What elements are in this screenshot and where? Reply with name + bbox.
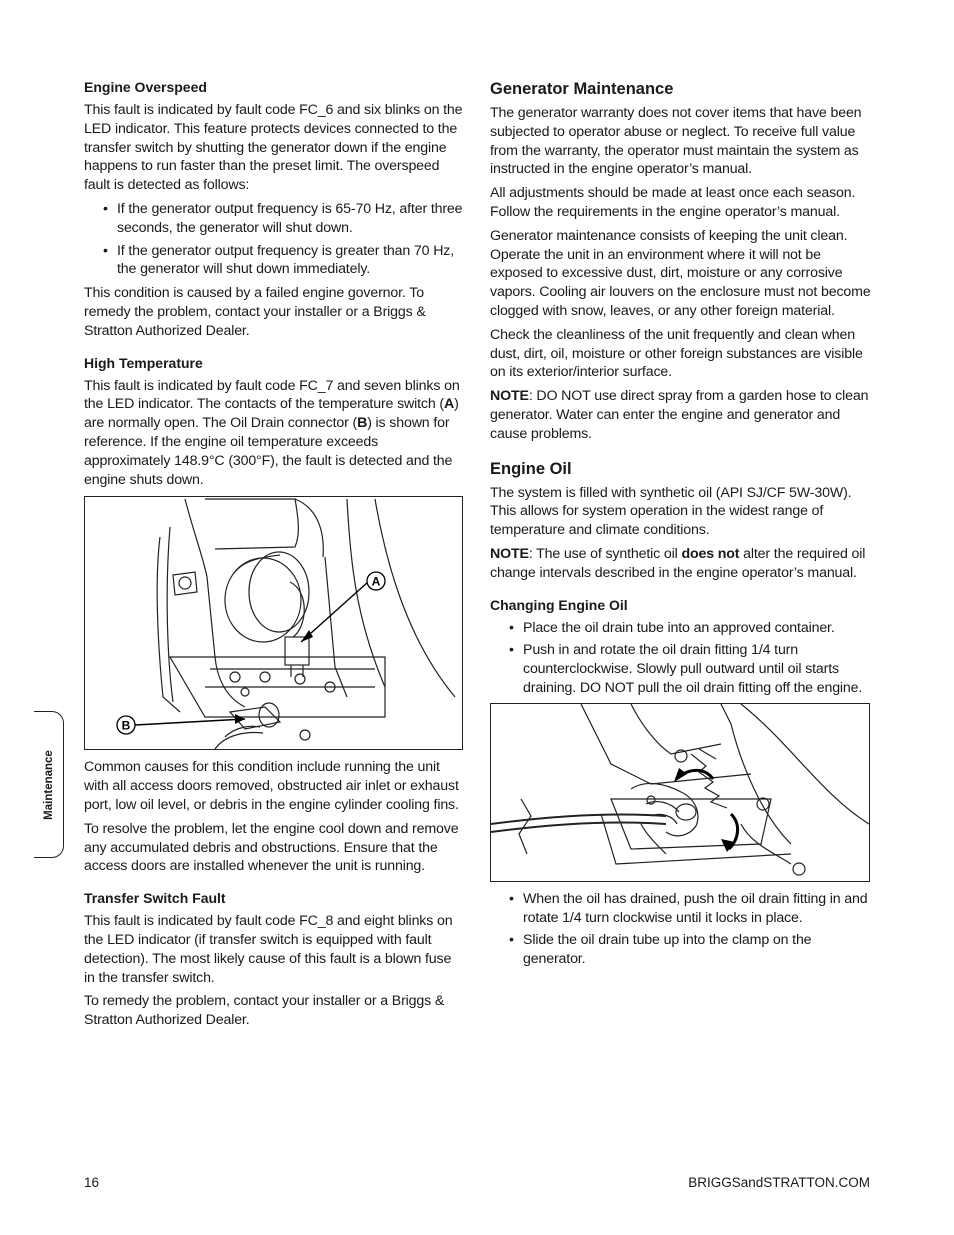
high-temperature-heading: High Temperature — [84, 354, 203, 371]
side-tab-label: Maintenance — [42, 749, 55, 820]
overspeed-heading: Engine Overspeed — [84, 79, 207, 95]
engine-oil-heading: Engine Oil — [490, 459, 572, 478]
maintenance-paragraph-3: Generator maintenance consists of keeping the unit clean. Operate the unit in an environment where it will not be exposed to excessive dust, dirt, moisture or any corrosive vapors. Cooling air louvers on the enclosure must not become clogged with snow, leaves, or any other foreign material. — [490, 227, 871, 319]
left-column — [84, 78, 465, 1035]
list-item: • Push in and rotate the oil drain fitting 1/4 turn counterclockwise. Slowly pull outward until oil starts draining. DO NOT pull the oil drain fitting off the engine. — [490, 641, 872, 697]
list-item: • If the generator output frequency is 65-70 Hz, after three seconds, the generator will shut down. — [84, 200, 465, 238]
callout-a-label: A — [371, 574, 381, 589]
transfer-switch-paragraph-1: This fault is indicated by fault code FC_8 and eight blinks on the LED indicator (if transfer switch is equipped with fault detection). The most likely cause of this fault is a blown fuse in the transfer switch. — [84, 913, 453, 986]
high-temperature-paragraph-1 — [84, 377, 465, 490]
maintenance-note — [490, 387, 872, 443]
oil-drain-figure — [490, 703, 870, 882]
high-temperature-paragraph-3: To resolve the problem, let the engine cool down and remove any accumulated debris and obstructions. Ensure that the access doors are installed whenever the unit is running. — [84, 820, 459, 875]
generator-maintenance-heading: Generator Maintenance — [490, 80, 674, 98]
engine-oil-note — [490, 545, 872, 583]
right-column — [490, 78, 872, 974]
text-run: : The use of synthetic oil — [528, 545, 682, 562]
label-b: B — [357, 415, 368, 432]
note-label: NOTE — [490, 545, 529, 562]
engine-illustration — [85, 497, 462, 749]
changing-oil-steps-2 — [490, 890, 872, 969]
transfer-switch-heading: Transfer Switch Fault — [84, 890, 226, 907]
text-run: alter the required oil change intervals described in the engine operator’s manual. — [490, 545, 866, 581]
oil-drain-illustration — [491, 704, 869, 881]
maintenance-paragraph-4: Check the cleanliness of the unit frequently and clean when dust, dirt, oil, moisture or other foreign substances are visible on its exterior/interior surface. — [490, 326, 863, 381]
text-run: : DO NOT use direct spray from a garden hose to clean generator. Water can enter the engine and generator and cause problems. — [490, 388, 869, 442]
temperature-switch-figure — [84, 496, 463, 750]
text-run: ) is shown for reference. If the engine oil temperature exceeds approximately 148.9°C (300°F), the fault is detected and the engine shuts down. — [84, 415, 453, 488]
overspeed-paragraph-2: This condition is caused by a failed engine governor. To remedy the problem, contact your installer or a Briggs & Stratton Authorized Dealer. — [84, 285, 426, 339]
list-item: • If the generator output frequency is greater than 70 Hz, the generator will shut down immediately. — [84, 242, 465, 280]
overspeed-paragraph-1: This fault is indicated by fault code FC_6 and six blinks on the LED indicator. This feature protects devices connected to the transfer switch by shutting the generator down if the engine happens to run faster than the preset limit. The overspeed fault is detected as follows: — [84, 102, 463, 194]
maintenance-paragraph-1: The generator warranty does not cover items that have been subjected to operator abuse or neglect. To receive full value from the warranty, the operator must maintain the system as instructed in the engine operator’s manual. — [490, 105, 862, 178]
transfer-switch-paragraph-2: To remedy the problem, contact your installer or a Briggs & Stratton Authorized Dealer. — [84, 993, 445, 1029]
list-item: • Slide the oil drain tube up into the clamp on the generator. — [490, 931, 872, 969]
callout-b-label: B — [121, 718, 131, 733]
note-label: NOTE — [490, 388, 529, 405]
changing-oil-steps-1 — [490, 619, 872, 698]
section-side-tab — [34, 711, 64, 858]
page-number: 16 — [84, 1175, 100, 1190]
high-temperature-paragraph-2: Common causes for this condition include running the unit with all access doors removed, obstructed air inlet or exhaust port, low oil level, or debris in the engine cylinder cooling fins. — [84, 759, 459, 813]
website-url: BRIGGSandSTRATTON.COM — [688, 1175, 870, 1190]
emphasis-text: does not — [681, 545, 740, 562]
label-a: A — [443, 396, 455, 413]
text-run: ) are normally open. The Oil Drain connector ( — [84, 396, 459, 432]
list-item: • Place the oil drain tube into an approved container. — [490, 619, 872, 638]
maintenance-paragraph-2: All adjustments should be made at least once each season. Follow the requirements in the engine operator’s manual. — [490, 185, 856, 220]
list-item: • When the oil has drained, push the oil drain fitting in and rotate 1/4 turn clockwise until it locks in place. — [490, 890, 872, 928]
changing-engine-oil-heading: Changing Engine Oil — [490, 596, 628, 613]
engine-oil-paragraph-1: The system is filled with synthetic oil (API SJ/CF 5W-30W). This allows for system operation in the widest range of temperature and climate conditions. — [490, 484, 852, 539]
overspeed-bullet-list — [84, 200, 465, 279]
text-run: This fault is indicated by fault code FC_7 and seven blinks on the LED indicator. The contacts of the temperature switch ( — [84, 377, 460, 413]
